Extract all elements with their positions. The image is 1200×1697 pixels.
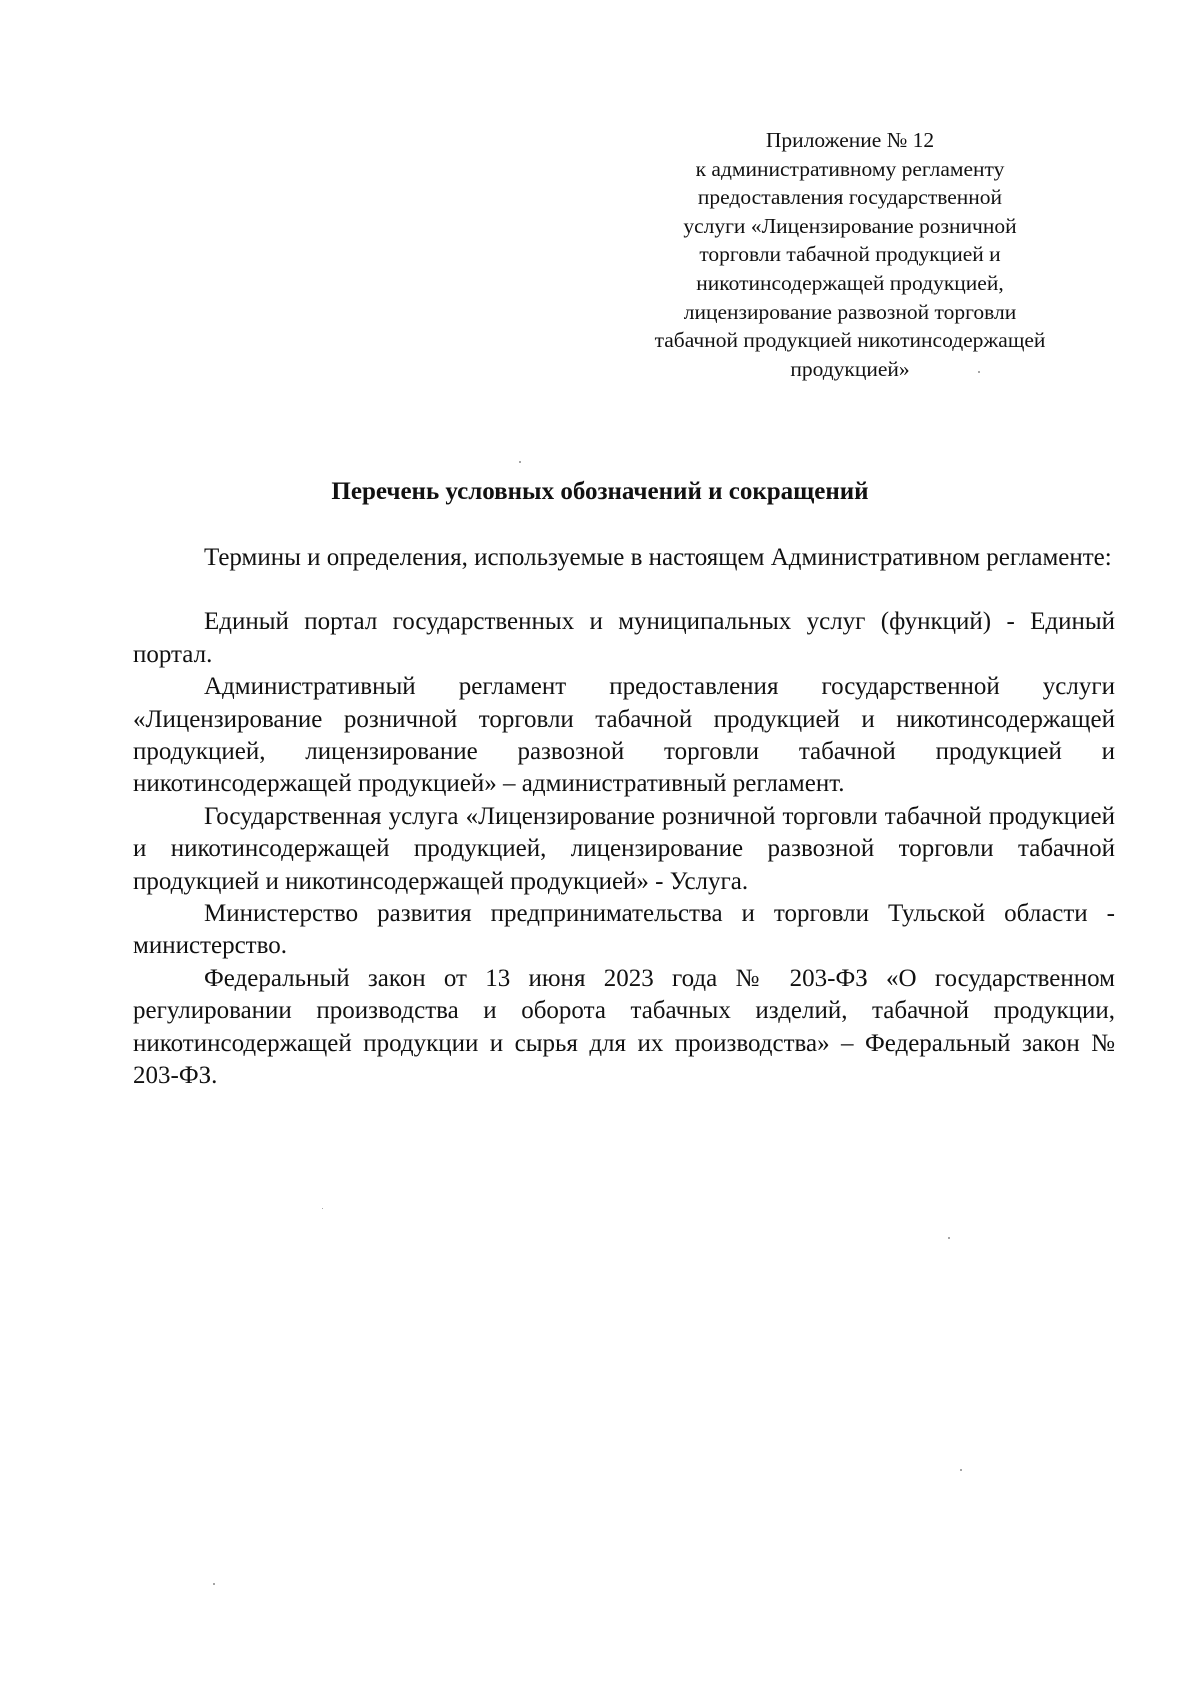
scan-speck [322, 1208, 323, 1209]
scan-speck [960, 1469, 962, 1471]
appendix-header-line: услуги «Лицензирование розничной [683, 213, 1017, 238]
appendix-header [590, 126, 1110, 383]
appendix-header-line: Приложение № 12 [765, 128, 935, 152]
appendix-header-line: к административному регламенту [695, 156, 1005, 181]
scan-speck [948, 1237, 950, 1239]
intro-paragraph: Термины и определения, используемые в настоящем Административном регламенте: [204, 544, 1112, 571]
definition-paragraph: Единый портал государственных и муниципальных услуг (функций) - Единый портал. [133, 608, 1115, 668]
appendix-header-line: предоставления государственной [697, 185, 1003, 210]
appendix-header-line: никотинсодержащей продукцией, [696, 270, 1004, 295]
scan-speck [978, 371, 980, 373]
appendix-header-line: торговли табачной продукцией и [699, 242, 1001, 267]
definition-paragraph: Федеральный закон от 13 июня 2023 года № 203-ФЗ «О государственном регулировании производства и оборота табачных изделий, табачной продукции, никотинсодержащей продукции и сырья для их производства» – Федеральный закон № 203-ФЗ. [133, 964, 1115, 1090]
definition-paragraph: Государственная услуга «Лицензирование розничной торговли табачной продукцией и никотинсодержащей продукцией, лицензирование развозной торговли табачной продукцией и никотинсодержащей продукцией» - Услуга. [133, 802, 1115, 895]
definition-paragraph: Административный регламент предоставления государственной услуги «Лицензирование розничной торговли табачной продукцией и никотинсодержащей продукцией, лицензирование развозной торговли табачной продукцией и никотинсодержащей продукцией» – административный регламент. [133, 673, 1115, 798]
appendix-header-line: лицензирование развозной торговли [683, 299, 1017, 324]
document-title: Перечень условных обозначений и сокращений [331, 478, 869, 505]
scan-speck [213, 1583, 215, 1585]
appendix-header-line: табачной продукцией никотинсодержащей [654, 328, 1046, 353]
definition-paragraph: Министерство развития предпринимательства и торговли Тульской области - министерство. [133, 900, 1115, 960]
document-body [133, 542, 1115, 1093]
scan-speck [519, 461, 521, 463]
appendix-header-line: продукцией» [790, 356, 910, 381]
